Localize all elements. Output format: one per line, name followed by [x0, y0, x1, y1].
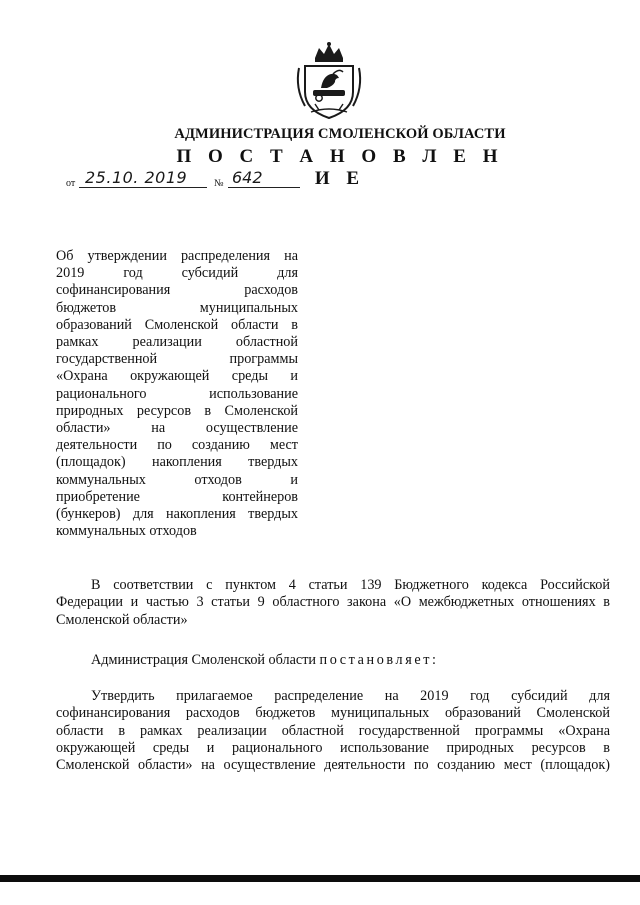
paragraph-line: области в рамках реализации областной государственной программы «Охрана: [56, 722, 610, 739]
document-type-title: П О С Т А Н О В Л Е Н И Е: [176, 146, 504, 189]
subject-line: коммунальных отходов: [56, 523, 197, 540]
paragraph-line: Смоленской области» на осуществление деятельности по созданию мест (площадок): [56, 757, 610, 774]
subject-line: государственной программы: [56, 351, 298, 368]
scan-bottom-bar: [0, 875, 640, 882]
decree-paragraph: [56, 652, 610, 669]
basis-paragraph: [56, 577, 610, 629]
date-underline: [79, 187, 207, 188]
subject-line: природных ресурсов в Смоленской: [56, 402, 298, 419]
subject-line: области» на осуществление: [56, 420, 298, 437]
subject-line: деятельности по созданию мест: [56, 437, 298, 454]
subject-line: образований Смоленской области в: [56, 316, 298, 333]
decree-prefix: Администрация Смоленской области: [91, 652, 316, 668]
subject-line: Об утверждении распределения на: [56, 248, 298, 264]
subject-line: софинансирования расходов: [56, 282, 298, 299]
number-label: №: [214, 178, 224, 189]
handwritten-date: 25.10. 2019: [85, 168, 188, 187]
paragraph-line: Федерации и частью 3 статьи 9 областного закона «О межбюджетных отношениях в: [56, 594, 610, 611]
organization-title: АДМИНИСТРАЦИЯ СМОЛЕНСКОЙ ОБЛАСТИ: [174, 126, 506, 142]
subject-line: «Охрана окружающей среды и: [56, 368, 298, 385]
document-subject: [56, 248, 298, 540]
subject-line: коммунальных отходов и: [56, 471, 298, 488]
paragraph-line: софинансирования расходов бюджетов муниципальных образований Смоленской: [56, 705, 610, 722]
paragraph-line: окружающей среды и рационального использование природных ресурсов в: [56, 739, 610, 756]
coat-of-arms-icon: [293, 40, 365, 122]
paragraph-line: Смоленской области»: [56, 611, 188, 628]
subject-line: бюджетов муниципальных: [56, 299, 298, 316]
subject-line: (площадок) накопления твердых: [56, 454, 298, 471]
handwritten-number: 642: [232, 168, 263, 187]
paragraph-line: В соответствии с пунктом 4 статьи 139 Бюджетного кодекса Российской: [91, 577, 610, 593]
resolution-paragraph: [56, 688, 610, 774]
subject-line: рамках реализации областной: [56, 334, 298, 351]
subject-line: рационального использование: [56, 385, 298, 402]
date-prefix: от: [66, 178, 76, 189]
paragraph-line: Утвердить прилагаемое распределение на 2019 год субсидий для: [91, 688, 610, 704]
subject-line: (бункеров) для накопления твердых: [56, 506, 298, 523]
subject-line: приобретение контейнеров: [56, 488, 298, 505]
subject-line: 2019 год субсидий для: [56, 265, 298, 282]
number-underline: [228, 187, 300, 188]
decree-word: постановляет:: [319, 652, 439, 668]
